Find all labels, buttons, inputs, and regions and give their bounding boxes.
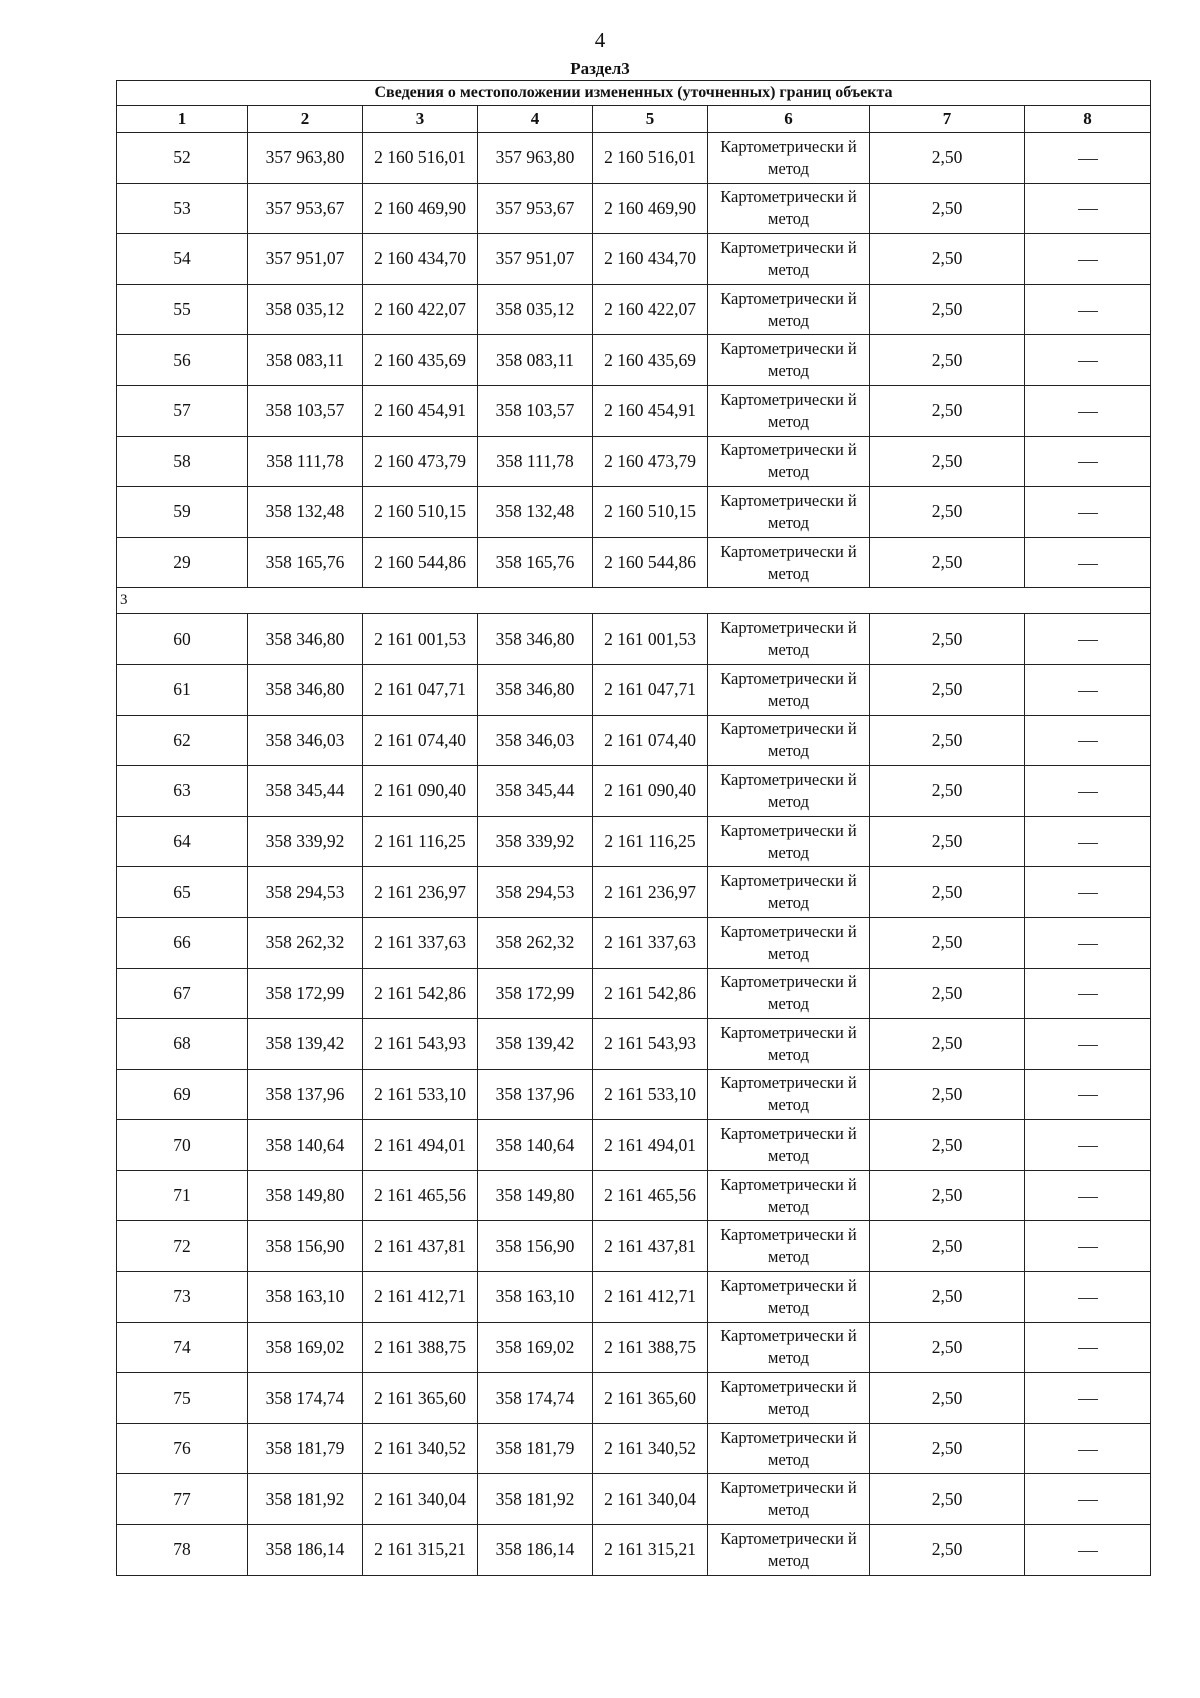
dash-mark	[1078, 893, 1098, 894]
method-cell: Картометрически й метод	[708, 816, 870, 867]
dash-cell	[1025, 487, 1151, 538]
value-cell: 2 160 454,91	[593, 385, 708, 436]
table-row	[117, 968, 1151, 1019]
point-number-cell: 71	[117, 1170, 248, 1221]
value-cell: 2 160 435,69	[363, 335, 478, 386]
dash-mark	[1078, 361, 1098, 362]
value-cell: 2 161 340,52	[363, 1423, 478, 1474]
point-number-cell: 69	[117, 1069, 248, 1120]
value-cell: 358 035,12	[478, 284, 593, 335]
table-row	[117, 1120, 1151, 1171]
value-cell: 2 161 337,63	[363, 917, 478, 968]
value-cell: 2 161 494,01	[363, 1120, 478, 1171]
point-number-cell: 59	[117, 487, 248, 538]
value-cell: 358 139,42	[248, 1019, 363, 1070]
dash-cell	[1025, 816, 1151, 867]
value-cell: 2,50	[870, 1069, 1025, 1120]
column-header-row	[117, 106, 1151, 133]
value-cell: 2,50	[870, 664, 1025, 715]
value-cell: 2 160 544,86	[363, 537, 478, 588]
value-cell: 2 161 365,60	[363, 1373, 478, 1424]
value-cell: 2 161 315,21	[593, 1525, 708, 1576]
value-cell: 2,50	[870, 487, 1025, 538]
value-cell: 358 165,76	[248, 537, 363, 588]
dash-cell	[1025, 715, 1151, 766]
point-number-cell: 52	[117, 133, 248, 184]
value-cell: 2 161 412,71	[593, 1272, 708, 1323]
value-cell: 358 137,96	[478, 1069, 593, 1120]
value-cell: 358 339,92	[478, 816, 593, 867]
value-cell: 2 160 544,86	[593, 537, 708, 588]
value-cell: 2 161 437,81	[363, 1221, 478, 1272]
dash-cell	[1025, 183, 1151, 234]
value-cell: 358 181,79	[478, 1423, 593, 1474]
method-cell: Картометрически й метод	[708, 1423, 870, 1474]
dash-mark	[1078, 311, 1098, 312]
value-cell: 358 174,74	[248, 1373, 363, 1424]
dash-mark	[1078, 462, 1098, 463]
value-cell: 2 161 074,40	[363, 715, 478, 766]
table-row	[117, 133, 1151, 184]
method-cell: Картометрически й метод	[708, 766, 870, 817]
value-cell: 2,50	[870, 183, 1025, 234]
value-cell: 358 083,11	[478, 335, 593, 386]
method-cell: Картометрически й метод	[708, 1170, 870, 1221]
value-cell: 2,50	[870, 385, 1025, 436]
dash-mark	[1078, 1146, 1098, 1147]
value-cell: 358 156,90	[248, 1221, 363, 1272]
method-cell: Картометрически й метод	[708, 715, 870, 766]
table-row	[117, 1474, 1151, 1525]
method-cell: Картометрически й метод	[708, 1069, 870, 1120]
method-cell: Картометрически й метод	[708, 284, 870, 335]
table-row	[117, 1069, 1151, 1120]
point-number-cell: 76	[117, 1423, 248, 1474]
dash-cell	[1025, 1221, 1151, 1272]
value-cell: 358 186,14	[478, 1525, 593, 1576]
section-title: Раздел3	[570, 59, 630, 78]
point-number-cell: 61	[117, 664, 248, 715]
dash-cell	[1025, 1069, 1151, 1120]
value-cell: 2 160 473,79	[363, 436, 478, 487]
value-cell: 358 140,64	[248, 1120, 363, 1171]
dash-mark	[1078, 944, 1098, 945]
dash-cell	[1025, 335, 1151, 386]
dash-mark	[1078, 513, 1098, 514]
dash-cell	[1025, 1019, 1151, 1070]
dash-cell	[1025, 133, 1151, 184]
value-cell: 2,50	[870, 284, 1025, 335]
value-cell: 358 181,92	[478, 1474, 593, 1525]
dash-cell	[1025, 1525, 1151, 1576]
point-number-cell: 65	[117, 867, 248, 918]
value-cell: 358 163,10	[248, 1272, 363, 1323]
dash-cell	[1025, 917, 1151, 968]
value-cell: 2 161 090,40	[593, 766, 708, 817]
value-cell: 358 132,48	[478, 487, 593, 538]
method-cell: Картометрически й метод	[708, 1474, 870, 1525]
value-cell: 2 161 116,25	[363, 816, 478, 867]
dash-cell	[1025, 1322, 1151, 1373]
value-cell: 358 103,57	[478, 385, 593, 436]
value-cell: 358 345,44	[478, 766, 593, 817]
value-cell: 2 161 074,40	[593, 715, 708, 766]
column-header: 4	[478, 106, 593, 133]
value-cell: 358 139,42	[478, 1019, 593, 1070]
method-cell: Картометрически й метод	[708, 385, 870, 436]
dash-mark	[1078, 1348, 1098, 1349]
value-cell: 2,50	[870, 1423, 1025, 1474]
value-cell: 2,50	[870, 867, 1025, 918]
dash-cell	[1025, 436, 1151, 487]
point-number-cell: 72	[117, 1221, 248, 1272]
group-label-row	[117, 588, 1151, 614]
method-cell: Картометрически й метод	[708, 1221, 870, 1272]
value-cell: 358 262,32	[478, 917, 593, 968]
point-number-cell: 57	[117, 385, 248, 436]
value-cell: 2 161 236,97	[593, 867, 708, 918]
value-cell: 357 953,67	[248, 183, 363, 234]
method-cell: Картометрически й метод	[708, 917, 870, 968]
value-cell: 2 161 047,71	[593, 664, 708, 715]
table-body	[117, 133, 1151, 1576]
table-row	[117, 436, 1151, 487]
value-cell: 2,50	[870, 1120, 1025, 1171]
value-cell: 358 181,79	[248, 1423, 363, 1474]
value-cell: 2 161 533,10	[593, 1069, 708, 1120]
table-row	[117, 183, 1151, 234]
value-cell: 2 161 465,56	[593, 1170, 708, 1221]
value-cell: 357 963,80	[248, 133, 363, 184]
dash-mark	[1078, 1197, 1098, 1198]
dash-mark	[1078, 1298, 1098, 1299]
column-header: 6	[708, 106, 870, 133]
value-cell: 358 346,03	[248, 715, 363, 766]
value-cell: 2,50	[870, 1019, 1025, 1070]
value-cell: 358 083,11	[248, 335, 363, 386]
column-header: 5	[593, 106, 708, 133]
column-header: 8	[1025, 106, 1151, 133]
dash-mark	[1078, 691, 1098, 692]
value-cell: 358 262,32	[248, 917, 363, 968]
method-cell: Картометрически й метод	[708, 614, 870, 665]
value-cell: 357 951,07	[248, 234, 363, 285]
value-cell: 2 161 001,53	[363, 614, 478, 665]
dash-cell	[1025, 867, 1151, 918]
dash-mark	[1078, 1045, 1098, 1046]
value-cell: 2,50	[870, 537, 1025, 588]
value-cell: 2 161 090,40	[363, 766, 478, 817]
method-cell: Картометрически й метод	[708, 1120, 870, 1171]
column-header: 1	[117, 106, 248, 133]
value-cell: 358 346,80	[248, 664, 363, 715]
value-cell: 2,50	[870, 816, 1025, 867]
value-cell: 2 161 047,71	[363, 664, 478, 715]
value-cell: 2 161 337,63	[593, 917, 708, 968]
value-cell: 2 161 388,75	[593, 1322, 708, 1373]
value-cell: 2 160 434,70	[363, 234, 478, 285]
value-cell: 2 160 510,15	[593, 487, 708, 538]
value-cell: 2 161 340,52	[593, 1423, 708, 1474]
table-row	[117, 867, 1151, 918]
method-cell: Картометрически й метод	[708, 1019, 870, 1070]
table-row	[117, 385, 1151, 436]
table-row	[117, 917, 1151, 968]
table-row	[117, 1373, 1151, 1424]
column-header: 3	[363, 106, 478, 133]
dash-mark	[1078, 209, 1098, 210]
value-cell: 2,50	[870, 1474, 1025, 1525]
value-cell: 357 963,80	[478, 133, 593, 184]
value-cell: 358 169,02	[478, 1322, 593, 1373]
dash-mark	[1078, 1095, 1098, 1096]
point-number-cell: 29	[117, 537, 248, 588]
value-cell: 358 140,64	[478, 1120, 593, 1171]
value-cell: 358 172,99	[248, 968, 363, 1019]
method-cell: Картометрически й метод	[708, 133, 870, 184]
point-number-cell: 74	[117, 1322, 248, 1373]
table-row	[117, 1221, 1151, 1272]
method-cell: Картометрически й метод	[708, 436, 870, 487]
page-number: 4	[594, 28, 606, 52]
dash-cell	[1025, 1170, 1151, 1221]
value-cell: 2 161 340,04	[363, 1474, 478, 1525]
dash-mark	[1078, 994, 1098, 995]
value-cell: 358 172,99	[478, 968, 593, 1019]
value-cell: 2 160 435,69	[593, 335, 708, 386]
dash-cell	[1025, 968, 1151, 1019]
value-cell: 2 161 340,04	[593, 1474, 708, 1525]
method-cell: Картометрически й метод	[708, 1322, 870, 1373]
value-cell: 358 165,76	[478, 537, 593, 588]
point-number-cell: 62	[117, 715, 248, 766]
value-cell: 2,50	[870, 614, 1025, 665]
table-row	[117, 1525, 1151, 1576]
point-number-cell: 73	[117, 1272, 248, 1323]
dash-cell	[1025, 284, 1151, 335]
dash-mark	[1078, 1450, 1098, 1451]
table-row	[117, 1272, 1151, 1323]
value-cell: 358 163,10	[478, 1272, 593, 1323]
group-label: 3	[117, 588, 1151, 614]
table-row	[117, 335, 1151, 386]
table-row	[117, 1423, 1151, 1474]
value-cell: 2,50	[870, 917, 1025, 968]
point-number-cell: 63	[117, 766, 248, 817]
table-row	[117, 537, 1151, 588]
point-number-cell: 78	[117, 1525, 248, 1576]
dash-cell	[1025, 766, 1151, 817]
value-cell: 2 161 494,01	[593, 1120, 708, 1171]
value-cell: 358 345,44	[248, 766, 363, 817]
dash-cell	[1025, 1272, 1151, 1323]
value-cell: 2 161 365,60	[593, 1373, 708, 1424]
value-cell: 2 161 542,86	[593, 968, 708, 1019]
dash-cell	[1025, 614, 1151, 665]
method-cell: Картометрически й метод	[708, 867, 870, 918]
value-cell: 358 103,57	[248, 385, 363, 436]
value-cell: 2,50	[870, 715, 1025, 766]
dash-mark	[1078, 1399, 1098, 1400]
value-cell: 358 169,02	[248, 1322, 363, 1373]
method-cell: Картометрически й метод	[708, 183, 870, 234]
point-number-cell: 53	[117, 183, 248, 234]
value-cell: 2 161 543,93	[593, 1019, 708, 1070]
value-cell: 2,50	[870, 1272, 1025, 1323]
dash-cell	[1025, 1373, 1151, 1424]
dash-cell	[1025, 234, 1151, 285]
table-row	[117, 816, 1151, 867]
table-row	[117, 614, 1151, 665]
value-cell: 2 161 315,21	[363, 1525, 478, 1576]
method-cell: Картометрически й метод	[708, 1373, 870, 1424]
method-cell: Картометрически й метод	[708, 487, 870, 538]
value-cell: 358 149,80	[248, 1170, 363, 1221]
dash-cell	[1025, 664, 1151, 715]
point-number-cell: 56	[117, 335, 248, 386]
value-cell: 2 161 236,97	[363, 867, 478, 918]
value-cell: 358 186,14	[248, 1525, 363, 1576]
point-number-cell: 58	[117, 436, 248, 487]
dash-cell	[1025, 537, 1151, 588]
value-cell: 2 160 469,90	[593, 183, 708, 234]
value-cell: 358 156,90	[478, 1221, 593, 1272]
value-cell: 2,50	[870, 968, 1025, 1019]
method-cell: Картометрически й метод	[708, 1525, 870, 1576]
dash-mark	[1078, 564, 1098, 565]
value-cell: 2 160 422,07	[593, 284, 708, 335]
column-header: 2	[248, 106, 363, 133]
method-cell: Картометрически й метод	[708, 968, 870, 1019]
table-row	[117, 715, 1151, 766]
value-cell: 2 160 422,07	[363, 284, 478, 335]
value-cell: 2,50	[870, 1373, 1025, 1424]
dash-mark	[1078, 843, 1098, 844]
point-number-cell: 60	[117, 614, 248, 665]
value-cell: 358 035,12	[248, 284, 363, 335]
method-cell: Картометрически й метод	[708, 664, 870, 715]
value-cell: 358 346,80	[478, 664, 593, 715]
value-cell: 2 160 454,91	[363, 385, 478, 436]
value-cell: 2 161 001,53	[593, 614, 708, 665]
value-cell: 2 161 116,25	[593, 816, 708, 867]
value-cell: 358 346,80	[478, 614, 593, 665]
method-cell: Картометрически й метод	[708, 234, 870, 285]
value-cell: 358 294,53	[478, 867, 593, 918]
table-row	[117, 284, 1151, 335]
dash-mark	[1078, 1247, 1098, 1248]
point-number-cell: 67	[117, 968, 248, 1019]
table-row	[117, 1019, 1151, 1070]
value-cell: 2 161 543,93	[363, 1019, 478, 1070]
point-number-cell: 54	[117, 234, 248, 285]
value-cell: 2 161 542,86	[363, 968, 478, 1019]
value-cell: 2 160 469,90	[363, 183, 478, 234]
value-cell: 358 132,48	[248, 487, 363, 538]
value-cell: 358 149,80	[478, 1170, 593, 1221]
value-cell: 2 160 510,15	[363, 487, 478, 538]
value-cell: 2 161 412,71	[363, 1272, 478, 1323]
dash-cell	[1025, 1120, 1151, 1171]
value-cell: 2 161 533,10	[363, 1069, 478, 1120]
point-number-cell: 64	[117, 816, 248, 867]
table-row	[117, 1322, 1151, 1373]
dash-mark	[1078, 1500, 1098, 1501]
point-number-cell: 70	[117, 1120, 248, 1171]
value-cell: 357 953,67	[478, 183, 593, 234]
value-cell: 2 160 516,01	[363, 133, 478, 184]
value-cell: 358 346,80	[248, 614, 363, 665]
value-cell: 2 160 434,70	[593, 234, 708, 285]
method-cell: Картометрически й метод	[708, 1272, 870, 1323]
column-header: 7	[870, 106, 1025, 133]
value-cell: 2 161 388,75	[363, 1322, 478, 1373]
table-row	[117, 766, 1151, 817]
dash-cell	[1025, 1474, 1151, 1525]
table-row	[117, 234, 1151, 285]
dash-mark	[1078, 741, 1098, 742]
value-cell: 2,50	[870, 436, 1025, 487]
point-number-cell: 55	[117, 284, 248, 335]
table-caption: Сведения о местоположении измененных (уточненных) границ объекта	[117, 81, 1151, 106]
value-cell: 2,50	[870, 1221, 1025, 1272]
value-cell: 2 161 437,81	[593, 1221, 708, 1272]
point-number-cell: 66	[117, 917, 248, 968]
table-row	[117, 664, 1151, 715]
value-cell: 358 111,78	[478, 436, 593, 487]
value-cell: 358 174,74	[478, 1373, 593, 1424]
value-cell: 2,50	[870, 1525, 1025, 1576]
value-cell: 2,50	[870, 1170, 1025, 1221]
dash-mark	[1078, 640, 1098, 641]
method-cell: Картометрически й метод	[708, 537, 870, 588]
point-number-cell: 77	[117, 1474, 248, 1525]
point-number-cell: 68	[117, 1019, 248, 1070]
value-cell: 2,50	[870, 133, 1025, 184]
dash-mark	[1078, 792, 1098, 793]
dash-cell	[1025, 1423, 1151, 1474]
value-cell: 2,50	[870, 766, 1025, 817]
table-row	[117, 1170, 1151, 1221]
dash-mark	[1078, 1551, 1098, 1552]
value-cell: 358 346,03	[478, 715, 593, 766]
value-cell: 2,50	[870, 335, 1025, 386]
value-cell: 357 951,07	[478, 234, 593, 285]
value-cell: 2,50	[870, 1322, 1025, 1373]
value-cell: 358 294,53	[248, 867, 363, 918]
dash-cell	[1025, 385, 1151, 436]
dash-mark	[1078, 412, 1098, 413]
dash-mark	[1078, 159, 1098, 160]
value-cell: 358 339,92	[248, 816, 363, 867]
boundary-coordinates-table	[116, 80, 1151, 1576]
value-cell: 2,50	[870, 234, 1025, 285]
table-row	[117, 487, 1151, 538]
dash-mark	[1078, 260, 1098, 261]
value-cell: 2 160 473,79	[593, 436, 708, 487]
value-cell: 358 137,96	[248, 1069, 363, 1120]
point-number-cell: 75	[117, 1373, 248, 1424]
value-cell: 2 161 465,56	[363, 1170, 478, 1221]
value-cell: 358 111,78	[248, 436, 363, 487]
value-cell: 358 181,92	[248, 1474, 363, 1525]
value-cell: 2 160 516,01	[593, 133, 708, 184]
method-cell: Картометрически й метод	[708, 335, 870, 386]
